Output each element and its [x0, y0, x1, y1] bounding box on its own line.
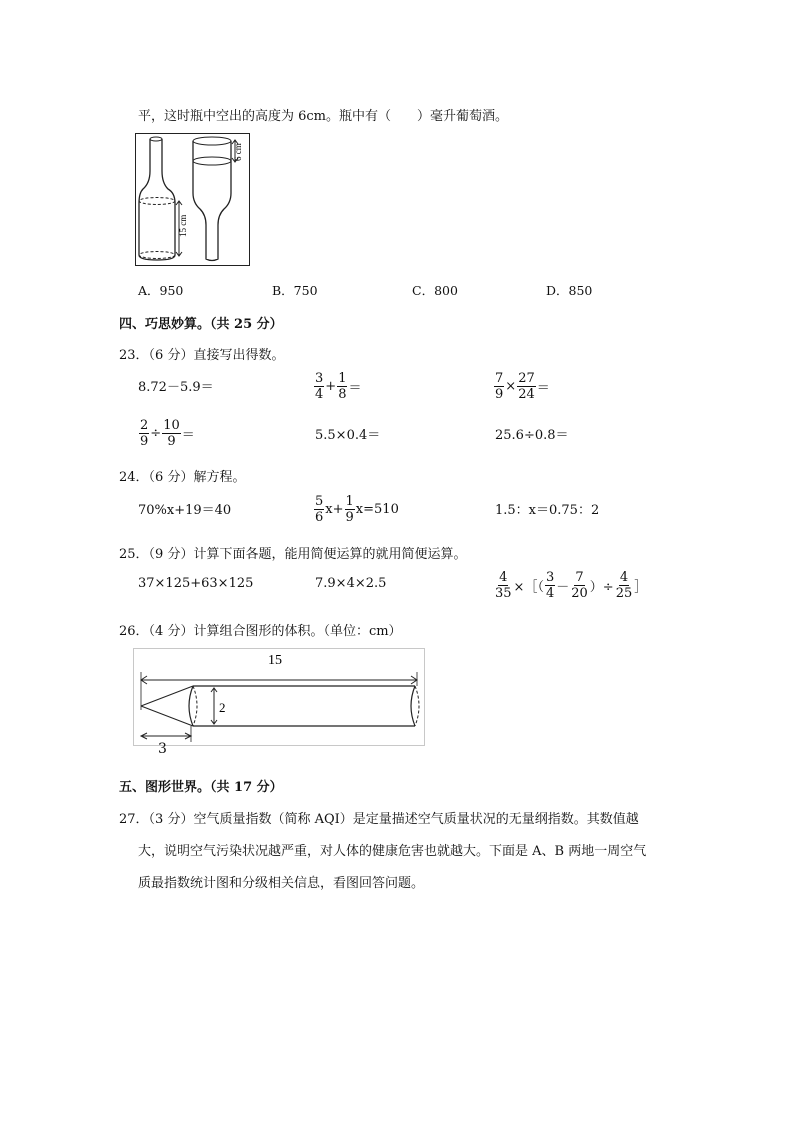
equation: 1.5：x＝0.75：2: [495, 503, 600, 518]
question-stem: 25．（9 分）计算下面各题，能用简便运算的就用简便运算。: [119, 547, 467, 562]
length-15-label: 15: [268, 653, 282, 668]
expression: $\frac{2}{9}$ ÷ $\frac{10}{9}$ ＝: [140, 418, 195, 449]
expression: 3 4 + $\frac{1}{8}$ ＝: [315, 371, 362, 402]
section-title: 五、图形世界。（共 17 分）: [119, 780, 283, 795]
question-text: 平，这时瓶中空出的高度为 6cm。瓶中有（ ）毫升葡萄酒。: [138, 109, 509, 124]
question-stem: 24．（6 分）解方程。: [119, 470, 246, 485]
expression: $\frac{4}{35}$ ×［（ 3 4 － 7 20 ）÷ $\frac{4}{25}$ ］: [495, 570, 648, 601]
cone-length-label: 3: [158, 741, 167, 757]
expression: 5.5×0.4＝: [315, 428, 381, 443]
expression: $\frac{7}{9}$ × $\frac{27}{24}$ ＝: [495, 371, 550, 402]
expression: 8.72－5.9＝: [138, 380, 214, 395]
option-c[interactable]: C．800: [412, 283, 458, 298]
height-15cm-label: 15 cm: [178, 214, 188, 237]
question-text-line: 27．（3 分）空气质量指数（简称 AQI）是定量描述空气质量状况的无量纲指数。其数值越: [119, 812, 639, 827]
expression: 7.9×4×2.5: [315, 576, 387, 591]
expression: 37×125+63×125: [138, 576, 254, 591]
question-stem: 23．（6 分）直接写出得数。: [119, 348, 285, 363]
pencil-figure: [133, 648, 425, 750]
option-a[interactable]: A．950: [138, 283, 184, 298]
section-title: 四、巧思妙算。（共 25 分）: [119, 317, 283, 332]
option-b[interactable]: B．750: [272, 283, 318, 298]
equation: 70%x+19＝40: [138, 503, 232, 518]
height-6cm-label: 6 cm: [233, 143, 243, 161]
equation: 5 6 x+ $\frac{1}{9}$ x=510: [315, 494, 399, 525]
bottle-figure: [135, 133, 250, 270]
question-text-line: 质最指数统计图和分级相关信息，看图回答问题。: [138, 876, 425, 891]
expression: 25.6÷0.8＝: [495, 428, 569, 443]
question-stem: 26．（4 分）计算组合图形的体积。（单位：cm）: [119, 624, 402, 639]
option-d[interactable]: D．850: [546, 283, 593, 298]
question-text-line: 大，说明空气污染状况越严重，对人体的健康危害也就越大。下面是 A、B 两地一周空气: [138, 844, 647, 859]
diameter-2-label: 2: [219, 700, 226, 715]
